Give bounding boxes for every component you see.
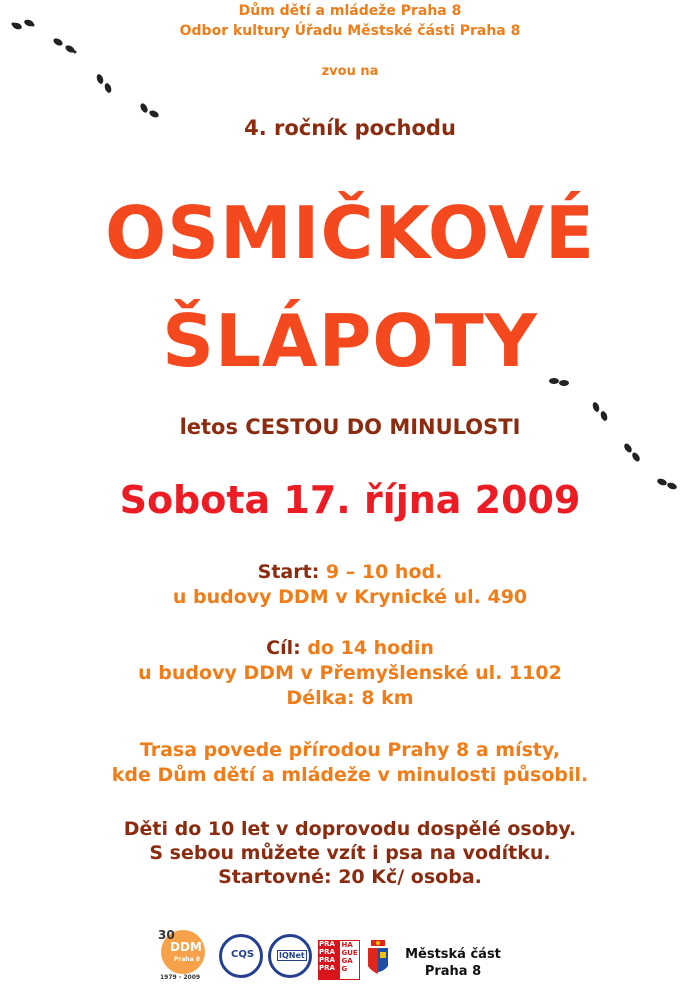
footprint-icon xyxy=(620,440,644,464)
route-block xyxy=(0,738,700,788)
length-label: Délka: xyxy=(286,687,355,709)
route-line: Trasa povede přírodou Prahy 8 a místy, xyxy=(139,739,561,761)
finish-block xyxy=(0,636,700,711)
subtitle-prefix: letos xyxy=(179,415,238,439)
cqs-logo: CQS xyxy=(219,934,263,978)
organizer-line: Dům dětí a mládeže Praha 8 xyxy=(238,3,462,19)
length-value: 8 km xyxy=(361,687,414,709)
finish-label: Cíl: xyxy=(266,637,301,659)
district-label: Městská část Praha 8 xyxy=(405,947,501,979)
prague-logo: PRA PRA PRA PRA HA GUE GA G xyxy=(318,940,360,980)
iqnet-logo: IQNet xyxy=(268,934,312,978)
notes-block xyxy=(0,817,700,889)
start-label: Start: xyxy=(257,561,320,583)
edition-text: 4. ročník pochodu xyxy=(244,116,456,140)
start-time: 9 – 10 hod. xyxy=(325,561,443,583)
note-line: Startovné: 20 Kč/ osoba. xyxy=(218,866,482,888)
subtitle-theme: CESTOU DO MINULOSTI xyxy=(245,415,521,439)
note-line: S sebou můžete vzít i psa na vodítku. xyxy=(149,842,551,864)
route-line: kde Dům dětí a mládeže v minulosti působil. xyxy=(111,764,589,786)
title-line-2: ŠLÁPOTY xyxy=(162,299,538,383)
note-line: Děti do 10 let v doprovodu dospělé osoby. xyxy=(123,818,577,840)
ddm-logo: 30 DDM Praha 8 1979 - 2009 xyxy=(158,928,210,984)
finish-time: do 14 hodin xyxy=(307,637,434,659)
district-coat-of-arms xyxy=(365,938,391,980)
finish-place: u budovy DDM v Přemyšlenské ul. 1102 xyxy=(138,662,562,684)
subtitle xyxy=(0,415,700,439)
event-date: Sobota 17. října 2009 xyxy=(119,478,581,522)
start-place: u budovy DDM v Krynické ul. 490 xyxy=(172,586,528,608)
start-block xyxy=(0,560,700,610)
organizer-line: Odbor kultury Úřadu Městské části Praha 8 xyxy=(179,23,521,39)
invite-text: zvou na xyxy=(321,64,379,79)
title-line-1: OSMIČKOVÉ xyxy=(104,191,596,275)
